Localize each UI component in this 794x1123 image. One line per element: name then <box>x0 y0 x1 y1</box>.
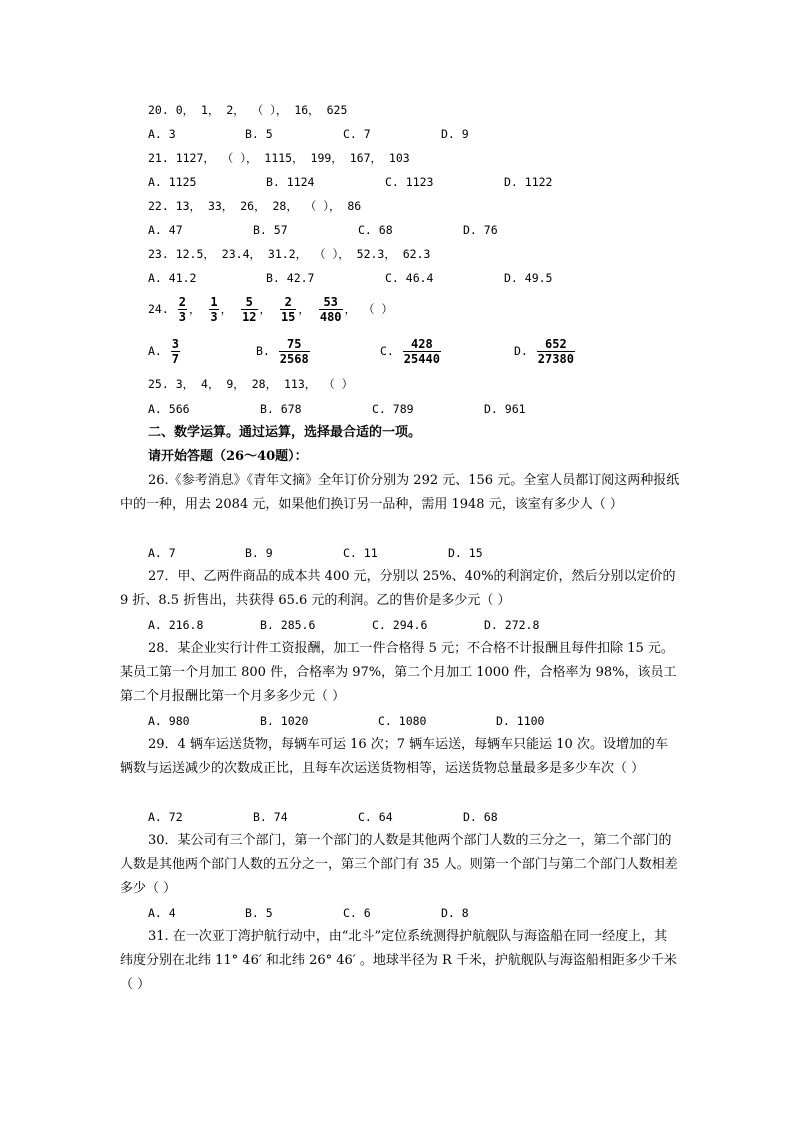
fraction: $\frac{1}{3}$ <box>210 295 218 324</box>
option-a: A. 47 <box>148 223 183 237</box>
option-a: A. 41.2 <box>148 271 197 285</box>
question-26-text: 26.《参考消息》《青年文摘》全年订价分别为 292 元、156 元。全室人员都订阅这两种报纸中的一种，用去 2084 元，如果他们换订另一品种，需用 1948 元，该室有多少人（ ） <box>120 473 680 512</box>
section-start-instruction: 请开始答题（26～40题）： <box>148 449 308 464</box>
option-d: D. 49.5 <box>504 271 553 285</box>
option-c: C. 64 <box>358 810 393 824</box>
option-b: B. 1124 <box>266 175 315 189</box>
question-24-options <box>148 334 628 368</box>
option-b: B. 57 <box>253 223 288 237</box>
option-b: B. 678 <box>260 402 302 416</box>
option-c: C. 789 <box>372 402 414 416</box>
fraction: $\frac{2}{15}$ <box>280 295 296 324</box>
option-b: B. 74 <box>253 810 288 824</box>
question-number: 24. <box>148 302 169 316</box>
question-25-stem: 25. 3， 4， 9， 28， 113， （ ） <box>148 377 354 391</box>
question-20-stem: 20. 0， 1， 2， （ ）， 16， 625 <box>148 103 348 117</box>
question-28-text: 28．某企业实行计件工资报酬，加工一件合格得 5 元；不合格不计报酬且每件扣除 15 元。某员工第一个月加工 800 件，合格率为 97%，第二个月加工 1000 件，合格率为 98%，该员工第二个月报酬比第一个月多多少元（ ） <box>120 641 677 704</box>
question-27-text: 27．甲、乙两件商品的成本共 400 元，分别以 25%、40%的利润定价，然后分别以定价的 9 折、8.5 折售出，共获得 65.6 元的利润。乙的售价是多少元（ ） <box>120 569 676 608</box>
question-24-stem: 24. $\frac{2}{3}$ ， $\frac{1}{3}$ ， $\frac{5}{12}$ ， $\frac{2}{15}$ ， $\frac{53}{480}$ ， （ ） <box>148 295 393 324</box>
question-22-stem: 22. 13， 33， 26， 28， （ ）， 86 <box>148 199 362 213</box>
option-a: A. 1125 <box>148 175 197 189</box>
option-d: D. 272.8 <box>484 618 540 632</box>
blank: （ ） <box>362 302 393 316</box>
option-d: D. 8 <box>441 906 469 920</box>
option-d: D. 1122 <box>504 175 553 189</box>
option-a: A. 7 <box>148 546 176 560</box>
fraction: $\frac{2}{3}$ <box>178 295 186 324</box>
section-heading: 二、数学运算。通过运算，选择最合适的一项。 <box>148 425 422 440</box>
option-a: A. 4 <box>148 906 176 920</box>
option-c: C. 6 <box>343 906 371 920</box>
option-b: B. 285.6 <box>260 618 316 632</box>
option-c: C. 294.6 <box>372 618 428 632</box>
option-d: D. 76 <box>463 223 498 237</box>
option-b: B. 1020 <box>260 714 309 728</box>
option-a: A. 3 <box>148 127 176 141</box>
option-c: C. 1123 <box>385 175 434 189</box>
option-b: B. 5 <box>245 127 273 141</box>
option-d: D. 15 <box>448 546 483 560</box>
option-c: C. 11 <box>343 546 378 560</box>
option-b: B. 5 <box>245 906 273 920</box>
option-d: D. $\frac{652}{27380}$ <box>514 337 574 366</box>
question-31-text: 31. 在一次亚丁湾护航行动中，由“北斗”定位系统测得护航舰队与海盗船在同一经度上，其纬度分别在北纬 11° 46′ 和北纬 26° 46′ 。地球半径为 R 千米，护航舰队与海盗船相距多少千米（ ） <box>120 929 677 992</box>
option-b: B. 9 <box>245 546 273 560</box>
option-d: D. 68 <box>463 810 498 824</box>
option-c: C. $\frac{428}{25440}$ <box>380 337 440 366</box>
option-b: B. $\frac{75}{2568}$ <box>256 337 309 366</box>
option-d: D. 961 <box>484 402 526 416</box>
option-c: C. 1080 <box>378 714 427 728</box>
option-b: B. 42.7 <box>266 271 315 285</box>
fraction: $\frac{53}{480}$ <box>319 295 342 324</box>
question-23-stem: 23. 12.5， 23.4， 31.2， （ ）， 52.3， 62.3 <box>148 247 431 261</box>
option-c: C. 46.4 <box>385 271 434 285</box>
option-c: C. 68 <box>358 223 393 237</box>
question-21-stem: 21. 1127， （ ）， 1115， 199， 167， 103 <box>148 151 410 165</box>
option-c: C. 7 <box>343 127 371 141</box>
question-30-text: 30．某公司有三个部门，第一个部门的人数是其他两个部门人数的三分之一，第二个部门的人数是其他两个部门人数的五分之一，第三个部门有 35 人。则第一个部门与第二个部门人数相差多少（ ） <box>120 833 678 896</box>
question-29-text: 29．4 辆车运送货物，每辆车可运 16 次；7 辆车运送，每辆车只能运 10 次。设增加的车辆数与运送减少的次数成正比，且每车次运送货物相等，运送货物总量最多是多少车次（ ） <box>120 737 668 776</box>
option-a: A. 216.8 <box>148 618 204 632</box>
option-a: A. 72 <box>148 810 183 824</box>
option-d: D. 1100 <box>496 714 545 728</box>
fraction: $\frac{5}{12}$ <box>242 295 257 324</box>
option-a: A. $\frac{3}{7}$ <box>148 337 180 366</box>
option-a: A. 566 <box>148 402 190 416</box>
option-a: A. 980 <box>148 714 190 728</box>
option-d: D. 9 <box>441 127 469 141</box>
